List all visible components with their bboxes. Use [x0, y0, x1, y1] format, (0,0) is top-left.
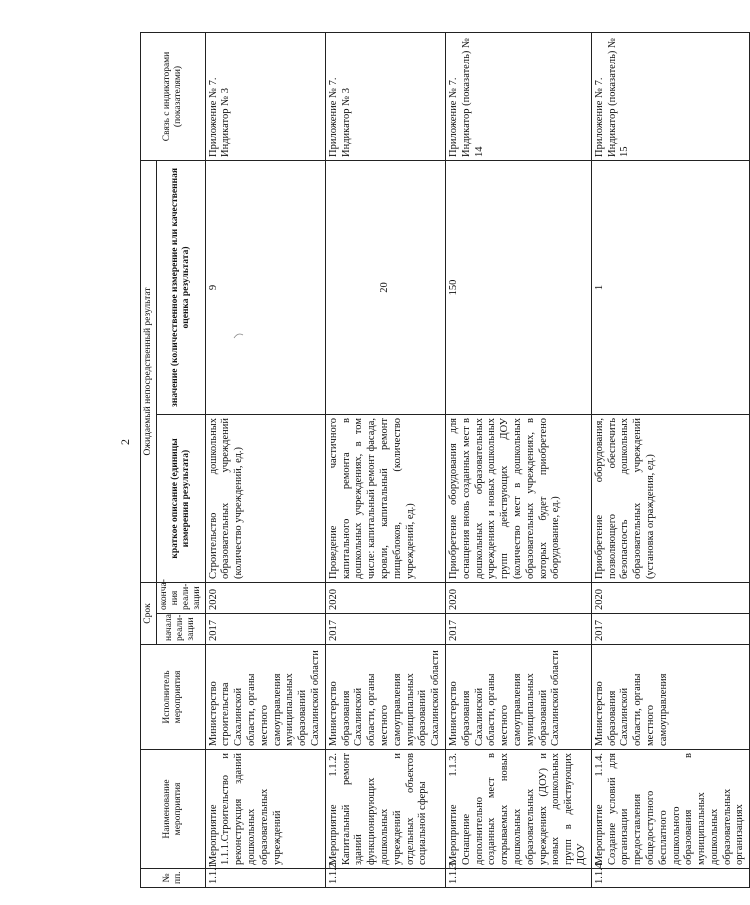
row-number: 1.1.4.: [591, 869, 750, 888]
row-number: 1.1.1: [205, 869, 325, 888]
row-executor: Министерство образования Сахалинской области, органы местного самоуправления: [591, 645, 750, 750]
row-start-year: 2017: [205, 614, 325, 645]
row-result-description: Приобретение оборудования, позволяющего обеспечить безопасность дошкольных образовательных учреждений (установка ограждения, ед.): [591, 414, 750, 582]
header-executor: Исполнитель мероприятия: [141, 645, 206, 750]
table-row: [205, 32, 325, 887]
row-indicator: Приложение № 7. Индикатор № 3: [325, 32, 445, 160]
activities-table: [140, 32, 750, 888]
header-indicators: Связь с индикаторами (показателями): [141, 32, 206, 160]
row-number: 1.1.3.: [445, 869, 591, 888]
row-result-description: Приобретение оборудования для оснащения вновь созданных мест в дошкольных образовательных учреждениях и новых дошкольных групп действующих ДОУ (количество мест в дошкольных образовательных учреждениях, в которых будет приобретено оборудование, ед.): [445, 414, 591, 582]
header-result-value: значение (количественное измерение или качественная оценка результата): [156, 160, 205, 414]
row-activity-name: Мероприятие 1.1.2. Капитальный ремонт зданий функционирующих дошкольных учреждений и отдельных объектов социальной сферы: [325, 750, 445, 869]
row-executor: Министерство образования Сахалинской области, органы местного самоуправления муниципальных образований Сахалинской области: [445, 645, 591, 750]
row-executor: Министерство образования Сахалинской области, органы местного самоуправления муниципальных образований Сахалинской области: [325, 645, 445, 750]
row-result-description: Проведение частичного капитального ремонта в дошкольных учреждениях, в том числе: капитальный ремонт фасада, кровли, капитальный ремонт пищеблоков, (количество учреждений, ед.): [325, 414, 445, 582]
row-result-value: 20: [325, 160, 445, 414]
header-term-end: оконча-ния реали-зации: [156, 582, 205, 613]
row-activity-name: Мероприятие 1.1.4. Создание условий для организации предоставления общедоступного бесплатного дошкольного образования в муниципальных дошкольных образовательных организациях: [591, 750, 750, 869]
header-term: Срок: [141, 582, 157, 644]
page-number: 2: [118, 439, 132, 445]
row-result-value: 150: [445, 160, 591, 414]
row-result-value: 9: [205, 160, 325, 414]
row-result-value: 1: [591, 160, 750, 414]
row-start-year: 2017: [445, 614, 591, 645]
row-end-year: 2020: [591, 582, 750, 613]
table-row: [591, 32, 750, 887]
row-indicator: Приложение № 7. Индикатор № 3: [205, 32, 325, 160]
row-end-year: 2020: [325, 582, 445, 613]
row-executor: Министерство строительства Сахалинской области, органы местного самоуправления муниципальных образований Сахалинской области: [205, 645, 325, 750]
header-number: № пп.: [141, 869, 206, 888]
header-result-description: краткое описание (единицы измерения результата): [156, 414, 205, 582]
table-row: [325, 32, 445, 887]
header-name: Наименование мероприятия: [141, 750, 206, 869]
row-indicator: Приложение № 7. Индикатор (показатель) № 15: [591, 32, 750, 160]
row-start-year: 2017: [325, 614, 445, 645]
row-end-year: 2020: [205, 582, 325, 613]
row-start-year: 2017: [591, 614, 750, 645]
header-term-start: начала реали-зации: [156, 614, 205, 645]
row-number: 1.1.2.: [325, 869, 445, 888]
rotated-table-container: [140, 33, 746, 888]
header-result: Ожидаемый непосредственный результат: [141, 160, 157, 582]
row-result-description: Строительство дошкольных образовательных учреждений (количество учреждений, ед.): [205, 414, 325, 582]
row-activity-name: Мероприятие 1.1.1.Строительство и реконструкция зданий дошкольных образовательных учреждений: [205, 750, 325, 869]
row-activity-name: Мероприятие 1.1.3. Оснащение дополнительно созданных мест в открываемых новых дошкольных образовательных учреждениях (ДОУ) и новых дошкольных групп в действующих ДОУ: [445, 750, 591, 869]
row-end-year: 2020: [445, 582, 591, 613]
table-row: [445, 32, 591, 887]
row-indicator: Приложение № 7. Индикатор (показатель) № 14: [445, 32, 591, 160]
